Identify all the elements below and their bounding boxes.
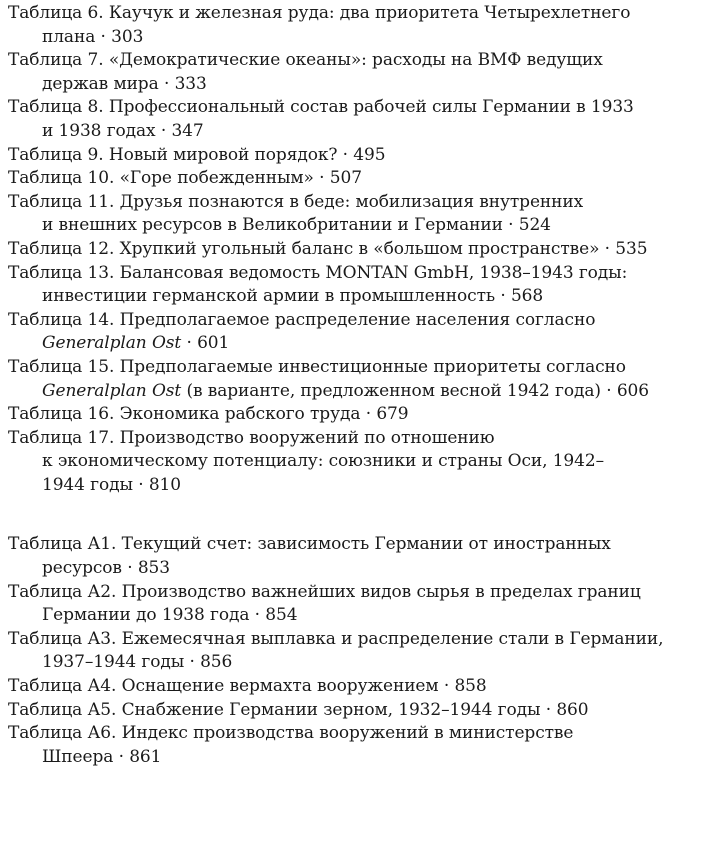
page-number: 524 xyxy=(518,215,551,236)
separator: · xyxy=(249,605,266,626)
table-label: Таблица А5. xyxy=(8,699,117,720)
separator: · xyxy=(95,26,112,47)
page-number: 679 xyxy=(376,404,409,425)
table-title: Производство важнейших видов сырья в пределах границ xyxy=(121,581,641,602)
table-label: Таблица 13. xyxy=(8,262,115,283)
table-label: Таблица 8. xyxy=(8,97,104,118)
page-number: 854 xyxy=(265,605,298,626)
separator: · xyxy=(600,380,617,401)
table-title: Новый мировой порядок? xyxy=(108,144,338,165)
page-number: 495 xyxy=(353,144,386,165)
table-title: Ежемесячная выплавка и распределение стали в Германии, xyxy=(121,628,664,649)
separator: · xyxy=(113,746,130,767)
page-number: 810 xyxy=(148,474,181,495)
table-title: Снабжение Германии зерном, 1932–1944 годы xyxy=(121,699,541,720)
table-title-cont: 1937–1944 годы xyxy=(42,652,185,673)
page-number: 856 xyxy=(200,652,233,673)
separator: · xyxy=(313,168,330,189)
table-title-cont2: 1944 годы xyxy=(42,474,133,495)
page-number: 601 xyxy=(197,333,230,354)
separator: · xyxy=(158,73,175,94)
table-title: Хрупкий угольный баланс в «большом пространстве» xyxy=(119,238,600,259)
list-item-table-14 xyxy=(8,309,724,356)
table-title-cont: и 1938 годах xyxy=(42,120,156,141)
list-item-table-11 xyxy=(8,191,724,238)
table-title: «Демократические океаны»: расходы на ВМФ ведущих xyxy=(108,50,603,71)
list-item-table-a4 xyxy=(8,675,724,699)
table-label: Таблица 6. xyxy=(8,3,104,23)
table-title: Оснащение вермахта вооружением xyxy=(121,676,439,697)
table-label: Таблица 15. xyxy=(8,356,115,377)
separator: · xyxy=(184,652,201,673)
table-title-cont: Шпеера xyxy=(42,746,114,767)
table-label: Таблица А2. xyxy=(8,581,117,602)
table-title: Балансовая ведомость MONTAN GmbH, 1938–1943 годы: xyxy=(119,262,628,283)
table-label: Таблица 10. xyxy=(8,168,115,189)
separator: · xyxy=(599,238,616,259)
table-title: Друзья познаются в беде: мобилизация внутренних xyxy=(119,191,584,212)
table-title: Предполагаемое распределение населения согласно xyxy=(119,309,596,330)
table-title-cont: ресурсов xyxy=(42,558,122,579)
page-number: 568 xyxy=(510,286,544,307)
page-number: 535 xyxy=(615,238,648,259)
table-label: Таблица 12. xyxy=(8,238,115,259)
table-label: Таблица А1. xyxy=(8,534,117,555)
list-item-table-7 xyxy=(8,49,724,96)
table-title-cont: Германии до 1938 года xyxy=(42,605,250,626)
table-label: Таблица 16. xyxy=(8,404,115,425)
table-list-page xyxy=(8,2,724,769)
list-item-table-a3 xyxy=(8,628,724,675)
page-number: 858 xyxy=(454,676,487,697)
page-number: 853 xyxy=(137,558,170,579)
separator: · xyxy=(540,699,557,720)
table-title: Производство вооружений по отношению xyxy=(119,427,495,448)
list-item-table-6 xyxy=(8,2,724,49)
table-label: Таблица 11. xyxy=(8,191,115,212)
table-label: Таблица А3. xyxy=(8,628,117,649)
page-number: 347 xyxy=(171,120,204,141)
list-item-table-12 xyxy=(8,238,724,262)
table-title-cont: плана xyxy=(42,26,96,47)
list-item-table-10 xyxy=(8,167,724,191)
table-title-cont: и внешних ресурсов в Великобритании и Германии xyxy=(42,215,503,236)
page-number: 860 xyxy=(556,699,589,720)
table-title: Предполагаемые инвестиционные приоритеты согласно xyxy=(119,356,626,377)
page-number: 333 xyxy=(174,73,207,94)
list-item-table-a1 xyxy=(8,533,724,580)
table-title: Экономика рабского труда xyxy=(119,404,361,425)
page-number: 507 xyxy=(329,168,362,189)
separator: · xyxy=(360,404,377,425)
list-item-table-8 xyxy=(8,96,724,143)
list-item-table-15 xyxy=(8,356,724,403)
page-number: 606 xyxy=(616,380,649,401)
separator: · xyxy=(495,286,511,307)
table-label: Таблица А4. xyxy=(8,676,117,697)
table-title-cont: к экономическому потенциалу: союзники и страны Оси, 1942– xyxy=(42,451,604,472)
table-label: Таблица 7. xyxy=(8,50,104,71)
table-title-cont: держав мира xyxy=(42,73,159,94)
separator: · xyxy=(502,215,519,236)
table-title-cont: (в варианте, предложенном весной 1942 года) xyxy=(181,380,601,401)
list-item-table-16 xyxy=(8,403,724,427)
table-title-italic: Generalplan Ost xyxy=(42,333,182,354)
table-label: Таблица 17. xyxy=(8,427,115,448)
page-number: 303 xyxy=(111,26,144,47)
table-title: Текущий счет: зависимость Германии от иностранных xyxy=(121,534,611,555)
table-title: Каучук и железная руда: два приоритета Четырехлетнего xyxy=(108,3,631,23)
table-title-cont: инвестиции германской армии в промышленность xyxy=(42,286,496,307)
table-title: «Горе побежденным» xyxy=(119,168,314,189)
list-item-table-17 xyxy=(8,427,724,498)
separator: · xyxy=(132,474,149,495)
separator: · xyxy=(337,144,354,165)
list-item-table-13 xyxy=(8,262,724,309)
list-item-table-a5 xyxy=(8,699,724,723)
separator: · xyxy=(181,333,198,354)
page-number: 861 xyxy=(129,746,162,767)
list-item-table-9 xyxy=(8,144,724,168)
table-title-italic: Generalplan Ost xyxy=(42,380,182,401)
table-label: Таблица 14. xyxy=(8,309,115,330)
list-item-table-a2 xyxy=(8,581,724,628)
table-label: Таблица 9. xyxy=(8,144,104,165)
table-title: Индекс производства вооружений в министерстве xyxy=(121,723,574,744)
list-item-table-a6 xyxy=(8,722,724,769)
separator: · xyxy=(438,676,455,697)
table-title: Профессиональный состав рабочей силы Германии в 1933 xyxy=(108,97,634,118)
section-gap xyxy=(8,497,724,533)
separator: · xyxy=(155,120,172,141)
table-label: Таблица А6. xyxy=(8,723,117,744)
separator: · xyxy=(121,558,138,579)
